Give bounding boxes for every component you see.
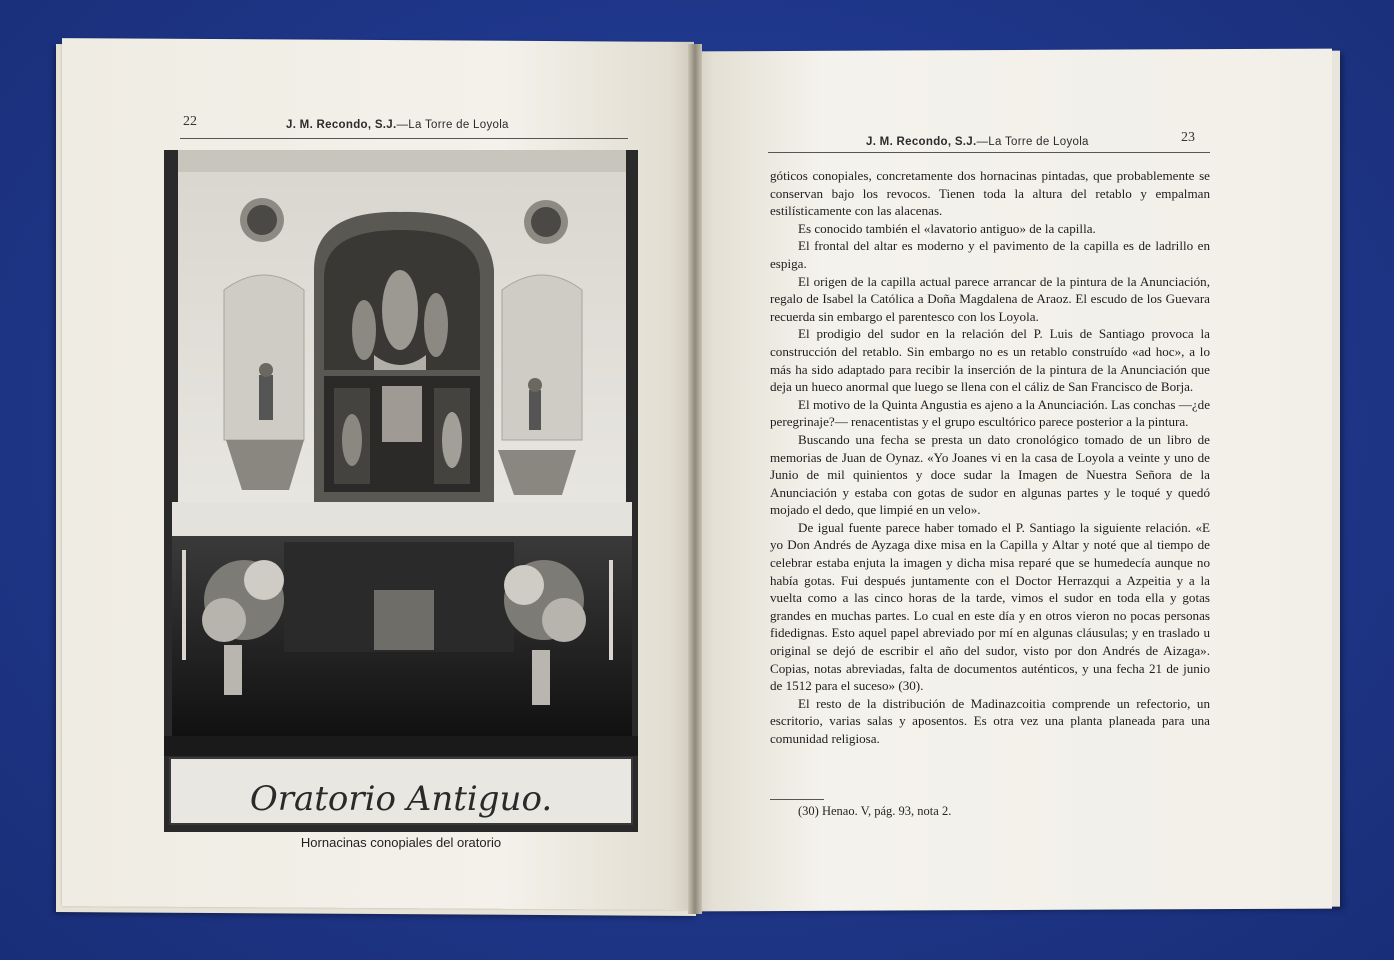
left-running-head	[286, 117, 509, 132]
paragraph: El prodigio del sudor en la relación del P. Luis de Santiago provoca la construcción del retablo. Sin embargo no es un retablo construído «ad hoc», a lo más ha sido adaptado para recibir la inserción de la pintura de la Anunciación que deja un hueco anormal que luego se llena con el cáliz de San Francisco de Borja.	[770, 326, 1210, 395]
paragraph: El motivo de la Quinta Angustia es ajeno a la Anunciación. Las conchas —¿de peregrinaje?— renacentistas y el grupo escultórico parece posterior a la pintura.	[770, 396, 1210, 430]
left-page-number: 22	[183, 114, 197, 129]
right-running-head	[866, 134, 1089, 149]
photo-inscription: Oratorio Antiguo.	[249, 779, 553, 819]
book-gutter	[688, 44, 702, 914]
left-running-head-title: —La Torre de Loyola	[396, 119, 509, 131]
right-running-head-author: J. M. Recondo, S.J.	[866, 136, 977, 148]
paragraph: De igual fuente parece haber tomado el P. Santiago la siguiente relación. «E yo Don Andrés de Ayzaga dixe misa en la Capilla y Altar y noté que al tiempo de celebrar estaba enjuta la imagen y dicha misa reparé que se humedecía aunque no había gotas. Fui después juntamente con el Doctor Herrazqui a Azpeitia y a la vuelta como a las cinco horas de la tarde, vimos el sudor en toda ella y gotas grandes en muchas partes. Lo cual en este día y en otros vieron no pocas personas fidedignas. Esto aquel papel abreviado por mí en algunas cláusulas; y en traslado u original se dejó de escribir el año del sudor, visto por don Andrés de Aizaga». Copias, notas abreviadas, falta de documentos auténticos, y una fecha 21 de junio de 1512 para el suceso» (30).	[770, 519, 1210, 694]
paragraph: El origen de la capilla actual parece arrancar de la pintura de la Anunciación, regalo de Isabel la Católica a Doña Magdalena de Araoz. El escudo de los Guevara recuerda sin embargo el parentesco con los Loyola.	[770, 273, 1210, 324]
right-page-number: 23	[1181, 130, 1195, 145]
paragraph: Buscando una fecha se presta un dato cronológico tomado de un libro de memorias de Juan de Oynaz. «Yo Joanes vi en la casa de Loyola a veinte y uno de Junio de mil quinientos y doce sudar la Imagen de Nuestra Señora de la Anunciación y estaba con gotas de sudor en algunas partes y le toqué y quedó mojado el dedo, que limpié en un velo».	[770, 431, 1210, 518]
paragraph: El resto de la distribución de Madinazcoitia comprende un refectorio, un escritorio, varias salas y aposentos. Es otra vez una planta planeada para una comunidad religiosa.	[770, 695, 1210, 746]
paragraph: Es conocido también el «lavatorio antiguo» de la capilla.	[798, 220, 1096, 236]
footnote-rule	[770, 799, 824, 800]
paragraph: El frontal del altar es moderno y el pavimento de la capilla es de ladrillo en espiga.	[770, 238, 1210, 271]
paragraph: góticos conopiales, concretamente dos hornacinas pintadas, que probablemente se conservan bajo los revocos. Tienen toda la altura del retablo y empalman estilísticamente con las alacenas.	[770, 168, 1210, 219]
left-header-rule	[180, 138, 628, 139]
altar-photograph	[164, 150, 638, 832]
right-header-rule	[768, 152, 1210, 153]
footnote: (30) Henao. V, pág. 93, nota 2.	[798, 804, 952, 818]
right-running-head-title: —La Torre de Loyola	[976, 136, 1089, 148]
body-text	[770, 167, 1210, 748]
left-running-head-author: J. M. Recondo, S.J.	[286, 119, 397, 131]
altar-photo-illustration	[164, 150, 638, 832]
photo-caption: Hornacinas conopiales del oratorio	[300, 835, 502, 850]
